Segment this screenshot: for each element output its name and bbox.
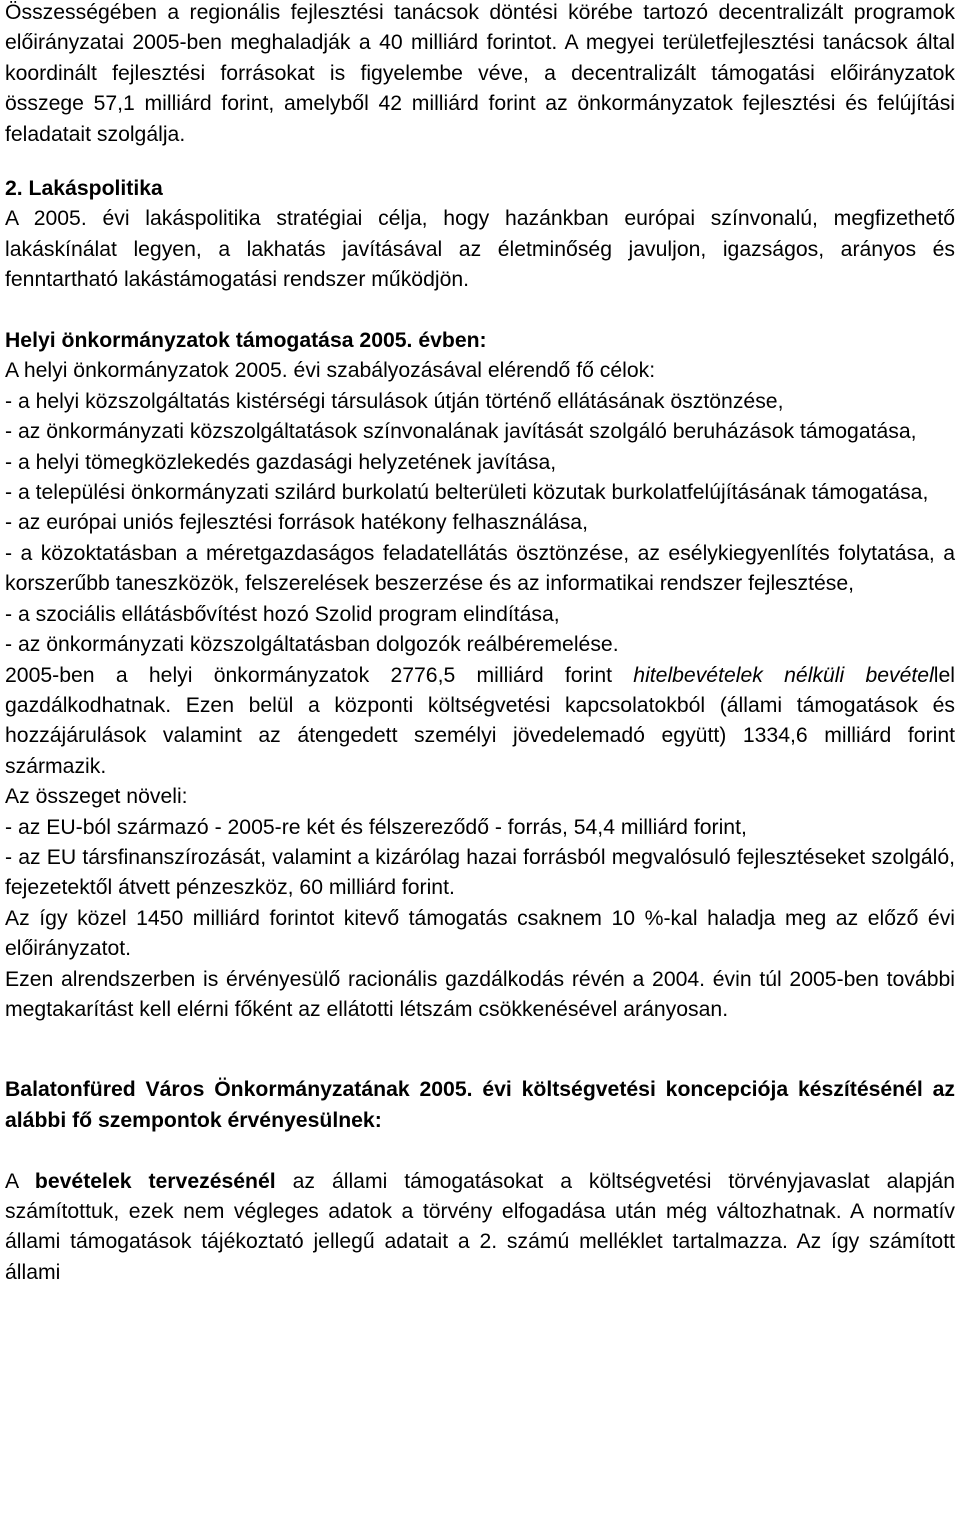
increase-label: Az összeget növeli: bbox=[5, 785, 188, 809]
revenue-text-cont: lel gazdálkodhatnak. Ezen belül a központi költségvetési kapcsolatokból (állami támogatások és hozzájárulások valamint az átengedett személyi jövedelemadó együtt) 1334,6 milliárd forint származik. bbox=[5, 663, 955, 778]
revenue-paragraph bbox=[5, 661, 955, 783]
local-gov-intro: A helyi önkormányzatok 2005. évi szabályozásával elérendő fő célok: bbox=[5, 359, 656, 383]
goal-item: - a helyi tömegközlekedés gazdasági helyzetének javítása, bbox=[5, 450, 557, 474]
goal-item: - a települési önkormányzati szilárd burkolatú belterületi közutak burkolatfelújításának támogatása, bbox=[5, 481, 929, 505]
document-page bbox=[5, 0, 955, 1288]
housing-paragraph: A 2005. évi lakáspolitika stratégiai célja, hogy hazánkban európai színvonalú, megfizethető lakáskínálat legyen, a lakhatás javításával az életminőség javuljon, igazságos, arányos és fenntartható lakástámogatási rendszer működjön. bbox=[5, 207, 955, 292]
goal-item: - az önkormányzati közszolgáltatások színvonalának javítását szolgáló beruházások támogatása, bbox=[5, 420, 917, 444]
spacer bbox=[5, 150, 955, 174]
revenue-text: 2005-ben a helyi önkormányzatok 2776,5 milliárd forint bbox=[5, 663, 634, 687]
goal-item: - az önkormányzati közszolgáltatásban dolgozók reálbéremelése. bbox=[5, 633, 619, 657]
spacer bbox=[5, 1136, 955, 1166]
savings-paragraph: Ezen alrendszerben is érvényesülő racionális gazdálkodás révén a 2004. évin túl 2005-ben további megtakarítást kell elérni főként az ellátotti létszám csökkenésével arányosan. bbox=[5, 967, 955, 1021]
goal-item: - a szociális ellátásbővítést hozó Szolid program elindítása, bbox=[5, 602, 560, 626]
goal-item: - a közoktatásban a méretgazdaságos feladatellátás ösztönzése, az esélykiegyenlítés folytatása, a korszerűbb taneszközök, felszerelések beszerzése és az informatikai rendszer fejlesztése, bbox=[5, 541, 955, 596]
housing-heading: 2. Lakáspolitika bbox=[5, 177, 163, 201]
planning-bold-text: bevételek tervezésénél bbox=[34, 1169, 276, 1193]
planning-text: A bbox=[5, 1169, 35, 1193]
increase-item: - az EU-ból származó - 2005-re két és félszereződő - forrás, 54,4 milliárd forint, bbox=[5, 815, 747, 839]
spacer bbox=[5, 296, 955, 326]
revenue-italic-text: hitelbevételek nélküli bevétel bbox=[633, 663, 934, 687]
planning-text-cont: az állami támogatásokat a költségvetési törvényjavaslat alapján számítottuk, ezek nem végleges adatok a törvény elfogadása után még változhatnak. A normatív állami támogatások tájékoztató jellegű adatait a 2. számú melléklet tartalmazza. Az így számított állami bbox=[5, 1169, 955, 1284]
total-paragraph: Az így közel 1450 milliárd forintot kitevő támogatás csaknem 10 %-kal haladja meg az előző évi előirányzatot. bbox=[5, 906, 955, 961]
goal-item: - a helyi közszolgáltatás kistérségi társulások útján történő ellátásának ösztönzése, bbox=[5, 389, 784, 413]
increase-item: - az EU társfinanszírozását, valamint a kizárólag hazai forrásból megvalósuló fejlesztéseket szolgáló, fejezetektől átvett pénzeszköz, 60 milliárd forint. bbox=[5, 845, 955, 900]
revenue-planning-paragraph bbox=[5, 1167, 955, 1289]
local-gov-heading: Helyi önkormányzatok támogatása 2005. évben: bbox=[5, 329, 487, 353]
spacer bbox=[5, 1025, 955, 1075]
goal-item: - az európai uniós fejlesztési források hatékony felhasználása, bbox=[5, 511, 588, 535]
balatonfured-heading: Balatonfüred Város Önkormányzatának 2005. évi költségvetési koncepciója készítésénél az alábbi fő szempontok érvényesülnek: bbox=[5, 1078, 955, 1132]
intro-paragraph: Összességében a regionális fejlesztési tanácsok döntési körébe tartozó decentralizált programok előirányzatai 2005-ben meghaladják a 40 milliárd forintot. A megyei területfejlesztési tanácsok által koordinált fejlesztési forrásokat is figyelembe véve, a decentralizált támogatási előirányzatok összege 57,1 milliárd forint, amelyből 42 milliárd forint az önkormányzatok fejlesztési és felújítási feladatait szolgálja. bbox=[5, 1, 955, 146]
